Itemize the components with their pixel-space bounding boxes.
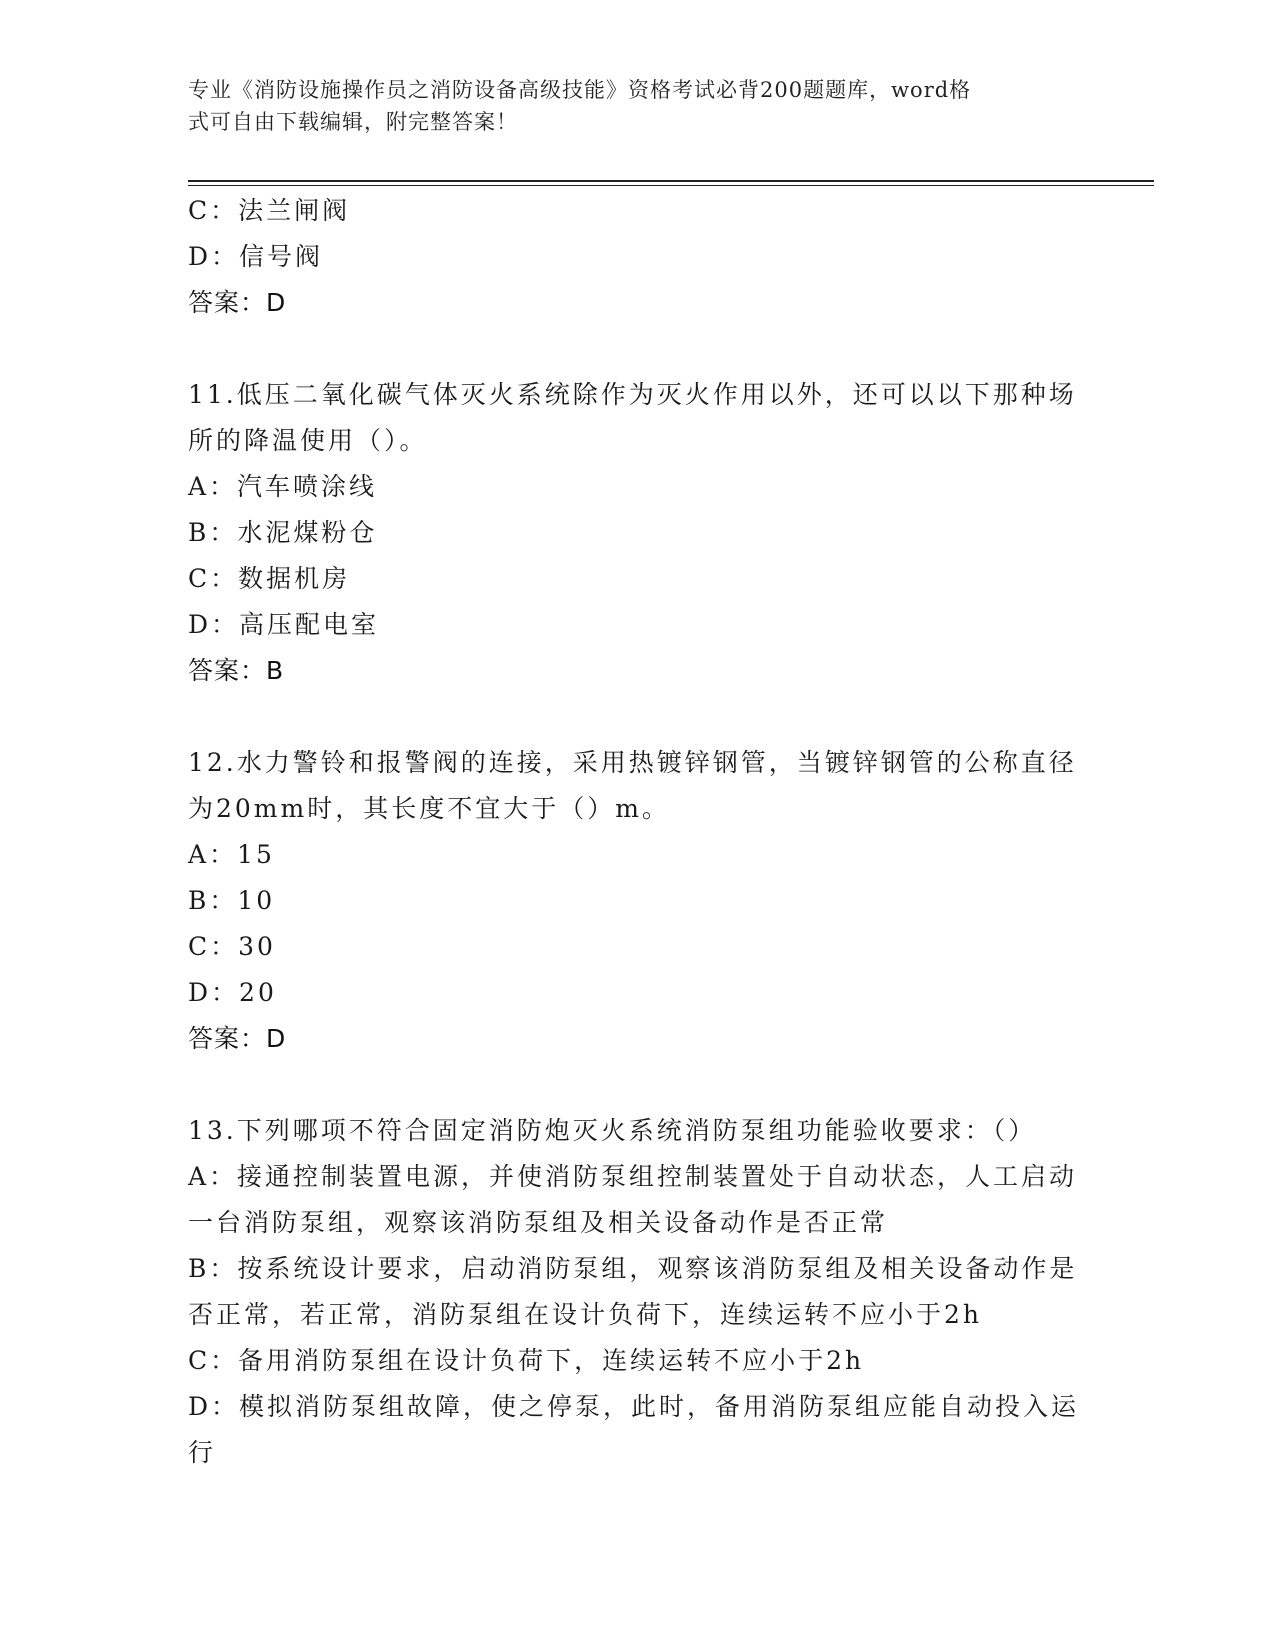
option-b: B：10 — [188, 886, 276, 915]
answer-line: 答案：D — [188, 1024, 287, 1053]
spacer — [188, 694, 1083, 740]
option-a: A：汽车喷涂线 — [188, 472, 378, 501]
option-b: B：按系统设计要求，启动消防泵组，观察该消防泵组及相关设备动作是否正常，若正常，消防泵组在设计负荷下，连续运转不应小于2h — [188, 1254, 1078, 1329]
spacer — [188, 1062, 1083, 1108]
option-c: C：法兰闸阀 — [188, 196, 351, 225]
question-text: 13.下列哪项不符合固定消防炮灭火系统消防泵组功能验收要求：（） — [188, 1116, 1037, 1145]
header-divider — [188, 180, 1154, 182]
option-c: C：备用消防泵组在设计负荷下，连续运转不应小于2h — [188, 1346, 865, 1375]
answer-line: 答案：B — [188, 656, 285, 685]
document-body — [188, 188, 1083, 1476]
question-11 — [188, 372, 1083, 694]
question-12 — [188, 740, 1083, 1062]
spacer — [188, 326, 1083, 372]
option-d: D：信号阀 — [188, 242, 324, 271]
option-c: C：30 — [188, 932, 276, 961]
question-text: 11.低压二氧化碳气体灭火系统除作为灭火作用以外，还可以以下那种场所的降温使用（）。 — [188, 380, 1077, 455]
option-a: A：15 — [188, 840, 275, 869]
header-line-1: 专业《消防设施操作员之消防设备高级技能》资格考试必背200题题库，word格 — [188, 78, 972, 102]
option-b: B：水泥煤粉仓 — [188, 518, 378, 547]
continued-question — [188, 188, 1083, 326]
option-d: D：高压配电室 — [188, 610, 380, 639]
document-header — [188, 74, 1068, 138]
option-c: C：数据机房 — [188, 564, 351, 593]
header-line-2: 式可自由下载编辑，附完整答案！ — [188, 110, 518, 134]
option-d: D：模拟消防泵组故障，使之停泵，此时，备用消防泵组应能自动投入运行 — [188, 1392, 1080, 1467]
option-a: A：接通控制装置电源，并使消防泵组控制装置处于自动状态，人工启动一台消防泵组，观察该消防泵组及相关设备动作是否正常 — [188, 1162, 1078, 1237]
question-text: 12.水力警铃和报警阀的连接，采用热镀锌钢管，当镀锌钢管的公称直径为20mm时，其长度不宜大于（）m。 — [188, 748, 1077, 823]
option-d: D：20 — [188, 978, 277, 1007]
question-13 — [188, 1108, 1083, 1476]
header-divider-thin — [188, 185, 1154, 186]
answer-line: 答案：D — [188, 288, 287, 317]
